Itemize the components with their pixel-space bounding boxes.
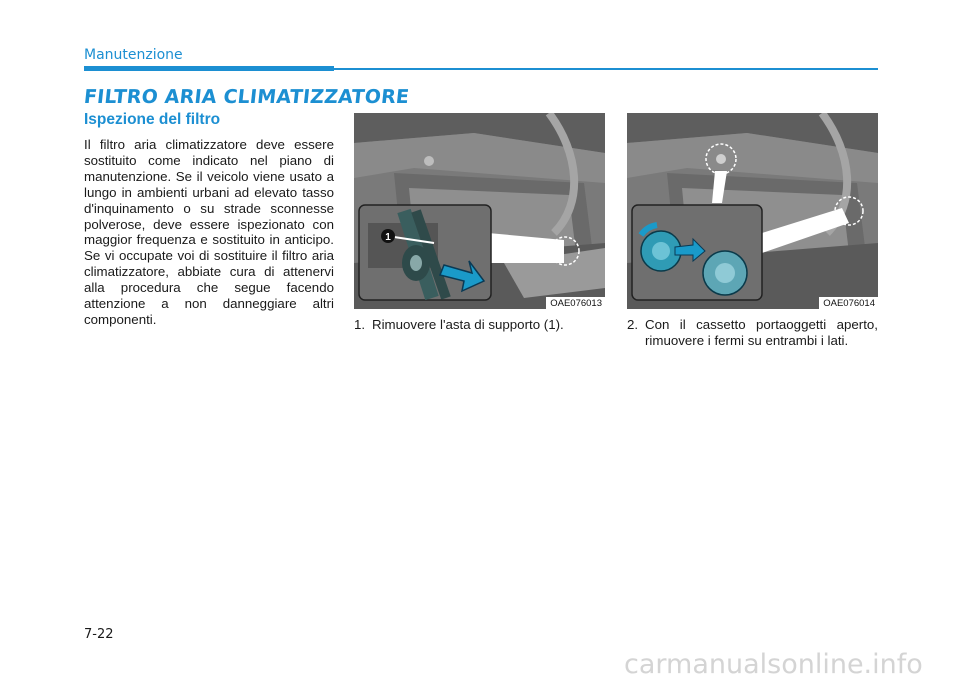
step-number: 1. (354, 317, 366, 332)
figure-code: OAE076013 (546, 297, 605, 309)
step-2 (627, 317, 878, 349)
step-1 (354, 317, 606, 333)
page-title: FILTRO ARIA CLIMATIZZATORE (82, 86, 411, 108)
section-label: Manutenzione (84, 47, 183, 63)
header-rule-thin (334, 68, 878, 70)
callout-number: 1 (385, 232, 391, 243)
step-text: Con il cassetto portaoggetti aperto, rimuovere i fermi su entrambi i lati. (645, 317, 878, 348)
page-number: 7-22 (84, 627, 114, 642)
step-number: 2. (627, 317, 639, 332)
watermark: carmanualsonline.info (624, 649, 923, 680)
support-rod-illustration (354, 113, 605, 309)
figure-stoppers (627, 113, 878, 309)
step-text: Rimuovere l'asta di supporto (1). (372, 317, 564, 332)
figure-support-rod (354, 113, 605, 309)
header-rule-thick (84, 66, 334, 71)
body-paragraph: Il filtro aria climatizzatore deve essere sostituito come indicato nel piano di manutenzione. Se il veicolo viene usato a lungo in ambienti urbani ad elevato tasso d'inquinamento o su strade sconnesse polverose, deve essere ispezionato con maggior frequenza e sostituito in anticipo. Se vi occupate voi di sostituire il filtro aria climatizzatore, abbiate cura di attenervi alla procedura che segue facendo attenzione a non danneggiare altri componenti. (84, 137, 334, 327)
stoppers-illustration (627, 113, 878, 309)
subsection-title: Ispezione del filtro (84, 111, 221, 128)
figure-code: OAE076014 (819, 297, 878, 309)
